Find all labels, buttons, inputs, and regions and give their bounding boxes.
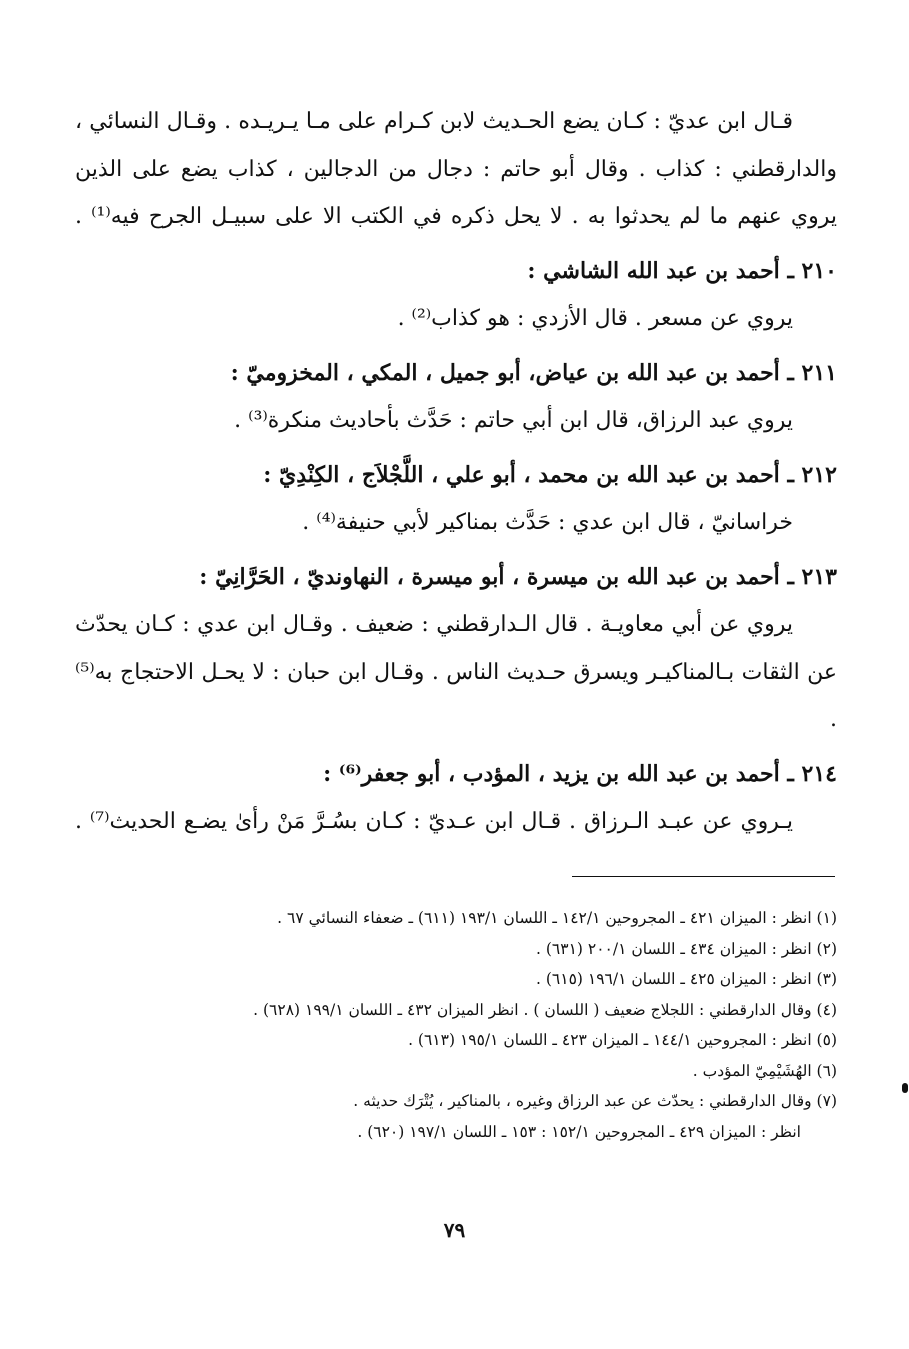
footnote-7: (٧) وقال الدارقطني : يحدّث عن عبد الرزاق وغيره ، بالمناكير ، يُتْرَك حديثه . [353,1092,837,1110]
footnote-6: (٦) الهُشَيْمِيّ المؤدب . [692,1061,837,1080]
footnote-separator [572,876,835,877]
main-text [75,98,837,846]
page-number: ٧٩ [443,1218,466,1242]
footnote-2: (٢) انظر : الميزان ٤٣٤ ـ اللسان ٢٠٠/١ (٦٣١) . [536,939,837,958]
entry-213-text: يروي عن أبي معاويـة . قال الـدارقطني : ضعيف . وقـال ابن عدي : كـان يحدّث عن الثقات بـالمناكيـر ويسرق حـديث الناس . وقـال ابن حبان : لا يحـل الاحتجاج به⁽⁵⁾ . [75,612,837,732]
footnote-3: (٣) انظر : الميزان ٤٢٥ ـ اللسان ١٩٦/١ (٦١٥) . [536,970,837,988]
entry-213-heading: ٢١٣ ـ أحمد بن عبد الله بن ميسرة ، أبو ميسرة ، النهاونديّ ، الحَرَّانِيّ : [199,563,837,590]
scan-mark [902,1083,908,1093]
entry-210-heading: ٢١٠ ـ أحمد بن عبد الله الشاشي : [527,257,837,284]
entry-212-text: خراسانيّ ، قال ابن عدي : حَدَّث بمناكير لأبي حنيفة⁽⁴⁾ . [302,510,793,535]
footnotes [77,903,837,1147]
footnote-7-continuation: انظر : الميزان ٤٢٩ ـ المجروحين ١٥٢/١ : ١٥٣ ـ اللسان ١٩٧/١ (٦٢٠) . [357,1122,801,1141]
footnote-5: (٥) انظر : المجروحين ١٤٤/١ ـ الميزان ٤٢٣ ـ اللسان ١٩٥/١ (٦١٣) . [408,1031,837,1049]
footnote-1: (١) انظر : الميزان ٤٢١ ـ المجروحين ١٤٢/١ ـ اللسان ١٩٣/١ (٦١١) ـ ضعفاء النسائي ٦٧ . [277,909,837,927]
entry-210-text: يروي عن مسعر . قال الأزدي : هو كذاب⁽²⁾ . [397,306,793,331]
entry-211-heading: ٢١١ ـ أحمد بن عبد الله بن عياض، أبو جميل ، المكي ، المخزوميّ : [230,359,837,386]
entry-214-heading: ٢١٤ ـ أحمد بن عبد الله بن يزيد ، المؤدب ، أبو جعفر⁽⁶⁾ : [323,760,837,787]
opening-paragraph: قـال ابن عديّ : كـان يضع الحـديث لابن كـرام على مـا يـريـده . وقـال النسائي ، والدارقطني : كذاب . وقال أبو حاتم : دجال من الدجالين ، كذاب يضع على الذين يروي عنهم ما لم يحدثوا به . لا يحل ذكره في الكتب الا على سبيـل الجرح فيه⁽¹⁾ . [75,109,837,229]
footnote-4: (٤) وقال الدارقطني : اللجلاج ضعيف ( اللسان ) . انظر الميزان ٤٣٢ ـ اللسان ١٩٩/١ (٦٢٨) . [253,1000,837,1019]
entry-214-text: يـروي عن عبـد الـرزاق . قـال ابن عـديّ : كـان بسُـرَّ مَنْ رأىٰ يضـع الحديث⁽⁷⁾ . [75,809,793,834]
entry-212-heading: ٢١٢ ـ أحمد بن عبد الله بن محمد ، أبو علي ، اللَّجْلاَج ، الكِنْدِيّ : [263,461,837,488]
entry-211-text: يروي عبد الرزاق، قال ابن أبي حاتم : حَدَّث بأحاديث منكرة⁽³⁾ . [234,408,793,433]
